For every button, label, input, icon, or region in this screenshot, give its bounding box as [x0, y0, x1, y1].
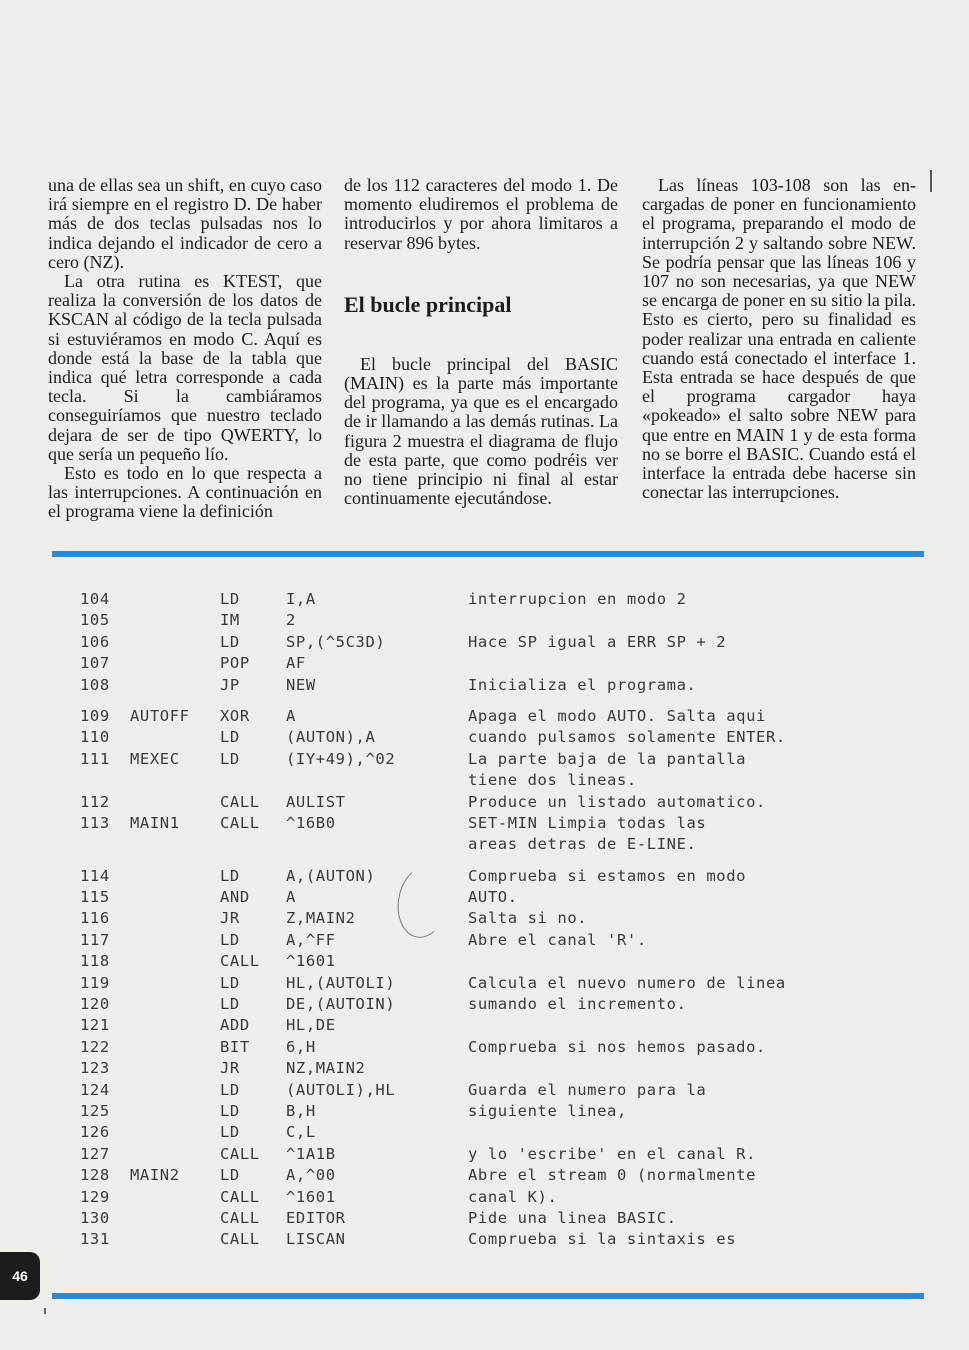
- asm-comment: Calcula el nuevo numero de linea: [468, 973, 786, 992]
- asm-opcode: LD: [220, 930, 240, 949]
- asm-comment: Abre el stream 0 (normalmente: [468, 1166, 757, 1185]
- asm-opcode: LD: [220, 866, 240, 885]
- asm-operand: I,A: [286, 590, 316, 608]
- listing-row: [80, 590, 910, 611]
- asm-operand: A,^00: [286, 1166, 336, 1185]
- listing-row: [80, 1081, 910, 1102]
- listing-row: [80, 888, 910, 909]
- asm-label: MAIN2: [130, 1166, 180, 1185]
- listing-row: [80, 995, 910, 1016]
- asm-comment: Comprueba si nos hemos pasado.: [468, 1037, 766, 1056]
- asm-comment: Abre el canal 'R'.: [468, 930, 647, 949]
- line-number: 105: [80, 611, 110, 630]
- asm-operand: NEW: [286, 675, 316, 694]
- listing-row: [80, 707, 910, 728]
- line-number: 113: [80, 813, 110, 832]
- listing-row: [80, 728, 910, 749]
- asm-operand: Z,MAIN2: [286, 909, 356, 928]
- asm-opcode: LD: [220, 590, 240, 608]
- listing-row: [80, 909, 910, 930]
- line-number: 125: [80, 1101, 110, 1120]
- line-number: 117: [80, 930, 110, 949]
- paragraph: una de ellas sea un shift, en cuyo caso irá siempre en el registro D. De haber más de dos teclas pulsadas nos lo indica dejando el indicador de cero a cero (NZ).: [48, 175, 322, 272]
- asm-operand: AULIST: [286, 792, 346, 811]
- asm-comment: Comprueba si estamos en modo: [468, 866, 747, 885]
- asm-operand: EDITOR: [286, 1208, 346, 1227]
- asm-operand: SP,(^5C3D): [286, 632, 386, 651]
- asm-opcode: BIT: [220, 1037, 250, 1056]
- asm-opcode: LD: [220, 995, 240, 1014]
- line-number: 128: [80, 1166, 110, 1185]
- asm-comment: siguiente linea,: [468, 1101, 627, 1120]
- asm-opcode: JR: [220, 909, 240, 928]
- asm-operand: A: [286, 888, 296, 907]
- asm-operand: HL,DE: [286, 1016, 336, 1035]
- listing-row: [80, 1123, 910, 1144]
- listing-row: [80, 1102, 910, 1123]
- listing-row: [80, 952, 910, 973]
- listing-row: [80, 750, 910, 771]
- line-number: 114: [80, 866, 110, 885]
- line-number: 110: [80, 728, 110, 747]
- listing-row: [80, 1145, 910, 1166]
- asm-operand: B,H: [286, 1101, 316, 1120]
- asm-operand: 6,H: [286, 1037, 316, 1056]
- listing-row: [80, 1230, 910, 1251]
- divider-rule-bottom: [52, 1293, 924, 1299]
- asm-comment: interrupcion en modo 2: [468, 590, 687, 608]
- listing-row: [80, 1016, 910, 1037]
- assembly-listing: [80, 590, 910, 1252]
- line-number: 121: [80, 1016, 110, 1035]
- asm-comment: Pide una linea BASIC.: [468, 1208, 677, 1227]
- asm-opcode: CALL: [220, 1208, 260, 1227]
- line-number: 130: [80, 1208, 110, 1227]
- line-number: 111: [80, 749, 110, 768]
- asm-opcode: LD: [220, 973, 240, 992]
- section-heading: El bucle principal: [344, 291, 512, 317]
- asm-opcode: CALL: [220, 1144, 260, 1163]
- asm-comment: sumando el incremento.: [468, 995, 687, 1014]
- asm-operand: DE,(AUTOIN): [286, 995, 396, 1014]
- asm-comment: Apaga el modo AUTO. Salta aqui: [468, 706, 766, 725]
- asm-comment: cuando pulsamos solamente ENTER.: [468, 728, 786, 747]
- asm-opcode: POP: [220, 654, 250, 673]
- text-column-2: [344, 176, 618, 508]
- line-number: 123: [80, 1059, 110, 1078]
- paragraph: Las líneas 103-108 son las encargadas de poner en funcionamiento el programa, preparando el modo de interrupción 2 y saltando sobre NEW. Se podría pensar que las líneas 106 y 107 no son necesarias, ya que NEW se encarga de poner en su sitio la pila. Esto es cierto, pero su finalidad es poder realizar una entrada en caliente cuando está conectado el interface 1. Esta entrada se hace después de que el programa cargador haya «pokeado» el salto sobre NEW para que entre en MAIN 1 y de esta forma no se borre el BASIC. Cuando está el interface la entrada debe hacerse sin conectar las interrupciones.: [642, 175, 916, 503]
- asm-operand: (IY+49),^02: [286, 749, 396, 768]
- line-number: 127: [80, 1144, 110, 1163]
- asm-opcode: CALL: [220, 813, 260, 832]
- asm-operand: (AUTOLI),HL: [286, 1080, 396, 1099]
- asm-opcode: LD: [220, 1123, 240, 1142]
- asm-comment: Salta si no.: [468, 909, 588, 928]
- asm-opcode: ADD: [220, 1016, 250, 1035]
- listing-row: [80, 1209, 910, 1230]
- listing-row: [80, 771, 910, 792]
- asm-comment: y lo 'escribe' en el canal R.: [468, 1144, 757, 1163]
- line-number: 131: [80, 1230, 110, 1249]
- listing-row: [80, 814, 910, 835]
- asm-operand: (AUTON),A: [286, 728, 376, 747]
- asm-operand: A,(AUTON): [286, 866, 376, 885]
- line-number: 124: [80, 1080, 110, 1099]
- divider-rule-top: [52, 551, 924, 557]
- asm-comment: canal K).: [468, 1187, 558, 1206]
- asm-opcode: CALL: [220, 792, 260, 811]
- line-number: 108: [80, 675, 110, 694]
- asm-operand: HL,(AUTOLI): [286, 973, 396, 992]
- asm-opcode: AND: [220, 888, 250, 907]
- asm-opcode: CALL: [220, 952, 260, 971]
- asm-opcode: JR: [220, 1059, 240, 1078]
- asm-opcode: LD: [220, 632, 240, 651]
- page-number-badge: [0, 1252, 40, 1300]
- paragraph: La otra rutina es KTEST, que realiza la conversión de los datos de KSCAN al código de la tecla pulsada si estuviéramos en modo C. Aquí es donde está la base de la tabla que indica qué letra corresponde a cada tecla. Si la cambiáramos conseguiríamos que nuestro teclado dejara de ser de tipo QWERTY, lo que sería un pequeño lío.: [48, 271, 322, 464]
- asm-opcode: CALL: [220, 1187, 260, 1206]
- line-number: 112: [80, 792, 110, 811]
- line-number: 107: [80, 654, 110, 673]
- listing-row: [80, 633, 910, 654]
- line-number: 120: [80, 995, 110, 1014]
- asm-opcode: LD: [220, 1080, 240, 1099]
- asm-operand: 2: [286, 611, 296, 630]
- listing-row: [80, 867, 910, 888]
- asm-label: AUTOFF: [130, 706, 190, 725]
- asm-operand: ^16B0: [286, 813, 336, 832]
- asm-opcode: JP: [220, 675, 240, 694]
- asm-operand: LISCAN: [286, 1230, 346, 1249]
- asm-opcode: LD: [220, 1101, 240, 1120]
- line-number: 106: [80, 632, 110, 651]
- line-number: 119: [80, 973, 110, 992]
- paragraph: Esto es todo en lo que respecta a las interrupciones. A continuación en el programa viene la definición: [48, 463, 322, 522]
- listing-row: [80, 654, 910, 675]
- asm-operand: A: [286, 706, 296, 725]
- line-number: 109: [80, 706, 110, 725]
- asm-operand: C,L: [286, 1123, 316, 1142]
- listing-row: [80, 1188, 910, 1209]
- asm-opcode: LD: [220, 728, 240, 747]
- line-number: 129: [80, 1187, 110, 1206]
- line-number: 118: [80, 952, 110, 971]
- margin-mark: [930, 170, 932, 192]
- asm-comment: Comprueba si la sintaxis es: [468, 1230, 737, 1249]
- line-number: 122: [80, 1037, 110, 1056]
- listing-row: [80, 974, 910, 995]
- listing-row: [80, 931, 910, 952]
- listing-row: [80, 676, 910, 697]
- asm-operand: ^1601: [286, 1187, 336, 1206]
- asm-comment: Inicializa el programa.: [468, 675, 697, 694]
- listing-row: [80, 1166, 910, 1187]
- listing-row: [80, 1038, 910, 1059]
- asm-label: MEXEC: [130, 749, 180, 768]
- asm-opcode: CALL: [220, 1230, 260, 1249]
- line-number: 104: [80, 590, 110, 608]
- asm-operand: AF: [286, 654, 306, 673]
- asm-comment: areas detras de E-LINE.: [468, 835, 697, 854]
- listing-row: [80, 1059, 910, 1080]
- asm-operand: ^1601: [286, 952, 336, 971]
- asm-operand: NZ,MAIN2: [286, 1059, 366, 1078]
- asm-comment: SET-MIN Limpia todas las: [468, 813, 707, 832]
- text-column-1: [48, 176, 322, 522]
- line-number: 115: [80, 888, 110, 907]
- asm-comment: tiene dos lineas.: [468, 771, 637, 790]
- asm-opcode: LD: [220, 749, 240, 768]
- asm-comment: La parte baja de la pantalla: [468, 749, 747, 768]
- asm-comment: Guarda el numero para la: [468, 1080, 707, 1099]
- asm-operand: ^1A1B: [286, 1144, 336, 1163]
- paragraph: El bucle principal del BASIC (MAIN) es la parte más importante del programa, ya que es el encargado de ir llamando a las demás rutinas. La figura 2 muestra el diagrama de flujo de esta parte, que como podréis ver no tiene principio ni final al estar continuamente ejecutándose.: [344, 353, 618, 509]
- text-column-3: [642, 176, 916, 502]
- line-number: 126: [80, 1123, 110, 1142]
- asm-operand: A,^FF: [286, 930, 336, 949]
- asm-comment: Produce un listado automatico.: [468, 792, 766, 811]
- asm-label: MAIN1: [130, 813, 180, 832]
- listing-row: [80, 793, 910, 814]
- page-number: 46: [12, 1268, 28, 1284]
- listing-row: [80, 611, 910, 632]
- listing-row: [80, 835, 910, 856]
- asm-comment: AUTO.: [468, 888, 518, 907]
- margin-dot: [44, 1308, 46, 1314]
- asm-comment: Hace SP igual a ERR SP + 2: [468, 632, 727, 651]
- line-number: 116: [80, 909, 110, 928]
- asm-opcode: IM: [220, 611, 240, 630]
- paragraph: de los 112 caracteres del modo 1. De momento eludiremos el problema de introducirlos y por ahora limitaros a reservar 896 bytes.: [344, 175, 618, 253]
- asm-opcode: LD: [220, 1166, 240, 1185]
- asm-opcode: XOR: [220, 706, 250, 725]
